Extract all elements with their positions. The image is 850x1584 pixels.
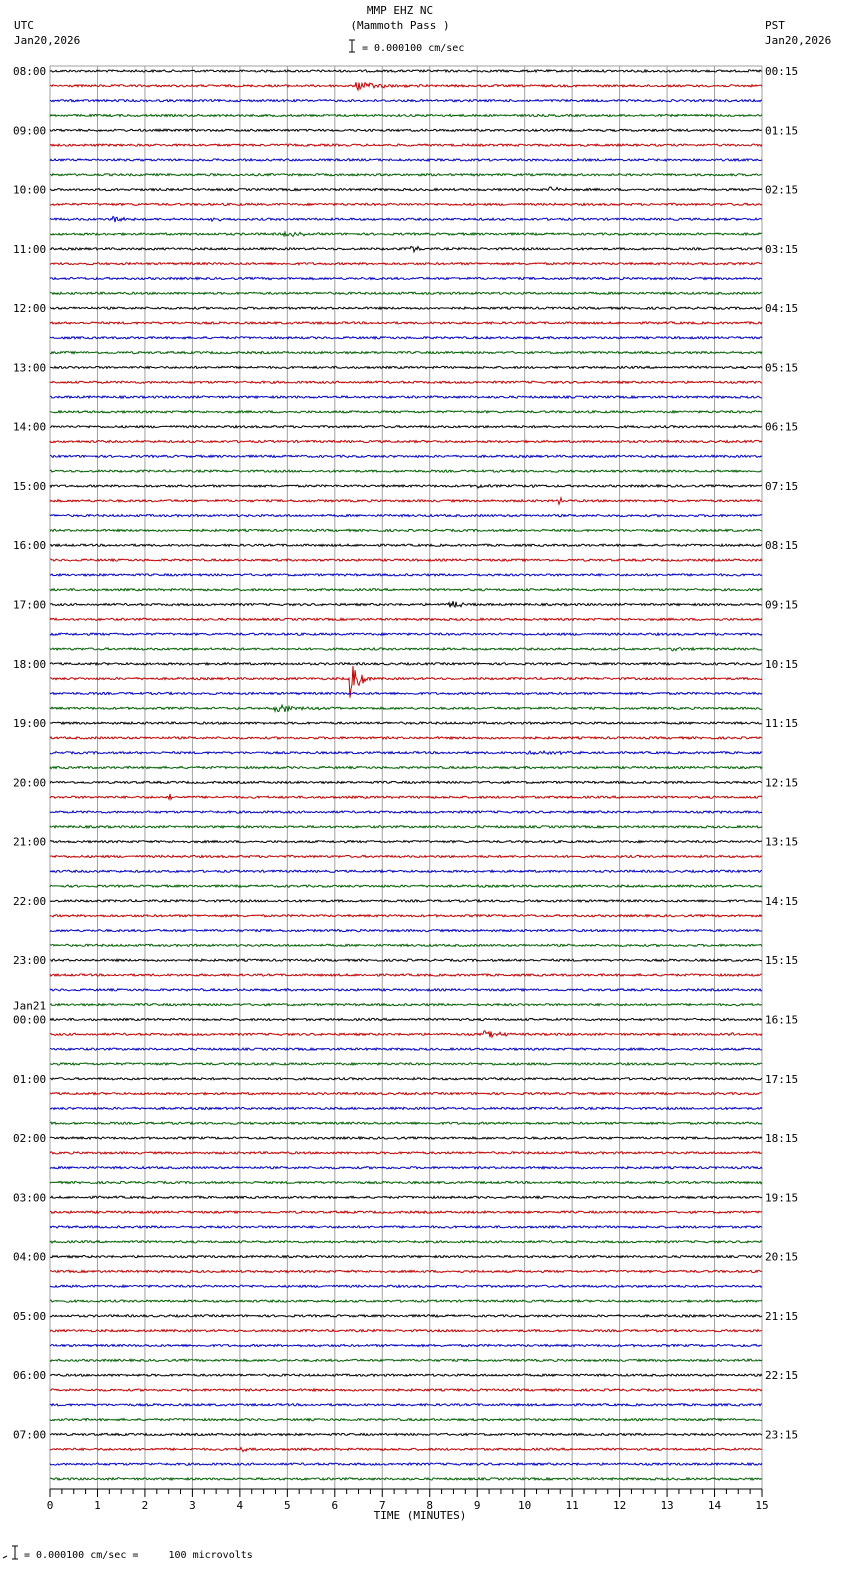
trace-37 <box>50 618 762 620</box>
trace-55 <box>50 885 762 887</box>
trace-63 <box>50 1004 762 1006</box>
x-tick-label: 7 <box>378 1499 386 1512</box>
pst-hour-label: 15:15 <box>765 954 799 968</box>
trace-49 <box>50 794 762 799</box>
trace-4 <box>50 129 762 131</box>
trace-80 <box>50 1256 762 1258</box>
pst-hour-label: 06:15 <box>765 420 799 434</box>
x-tick-label: 0 <box>46 1499 54 1512</box>
trace-19 <box>50 352 762 354</box>
x-tick-label: 14 <box>707 1499 722 1512</box>
scale-label: = 0.000100 cm/sec <box>362 43 465 54</box>
date-change-label: Jan21 <box>13 999 47 1013</box>
utc-hour-label: 09:00 <box>13 124 47 138</box>
trace-81 <box>50 1270 762 1272</box>
x-tick-label: 13 <box>660 1499 674 1512</box>
trace-77 <box>50 1211 762 1213</box>
trace-38 <box>50 633 762 635</box>
trace-11 <box>50 232 762 236</box>
station-name-title: (Mammoth Pass ) <box>350 19 450 32</box>
utc-hour-label: 19:00 <box>13 717 47 731</box>
pst-hour-label: 07:15 <box>765 479 799 493</box>
trace-48 <box>50 781 762 783</box>
trace-59 <box>50 944 762 946</box>
pst-hour-label: 19:15 <box>765 1191 799 1205</box>
trace-0 <box>50 70 762 72</box>
trace-74 <box>50 1167 762 1169</box>
trace-88 <box>50 1374 762 1376</box>
utc-hour-label: 05:00 <box>13 1309 47 1323</box>
pst-hour-label: 00:15 <box>765 65 799 78</box>
trace-86 <box>50 1344 762 1346</box>
utc-hour-label: 06:00 <box>13 1369 47 1383</box>
trace-10 <box>50 217 762 223</box>
trace-21 <box>50 381 762 383</box>
trace-12 <box>50 247 762 252</box>
trace-26 <box>50 455 762 457</box>
trace-47 <box>50 766 762 768</box>
pst-hour-label: 03:15 <box>765 242 799 256</box>
pst-hour-label: 05:15 <box>765 361 799 375</box>
trace-43 <box>50 705 762 712</box>
trace-36 <box>50 601 762 607</box>
trace-27 <box>50 470 762 472</box>
pst-hour-label: 13:15 <box>765 835 799 849</box>
utc-hour-label: 23:00 <box>13 954 47 968</box>
trace-7 <box>50 174 762 176</box>
pst-hour-label: 09:15 <box>765 598 799 612</box>
trace-51 <box>50 826 762 828</box>
pst-hour-label: 18:15 <box>765 1132 799 1146</box>
pst-hour-label: 16:15 <box>765 1013 799 1027</box>
x-tick-label: 2 <box>141 1499 149 1512</box>
pst-hour-label: 22:15 <box>765 1369 799 1383</box>
trace-79 <box>50 1241 762 1243</box>
trace-3 <box>50 114 762 116</box>
trace-32 <box>50 544 762 546</box>
utc-hour-label: 15:00 <box>13 479 47 493</box>
x-tick-label: 1 <box>94 1499 101 1512</box>
x-tick-label: 15 <box>755 1499 769 1512</box>
pst-hour-label: 11:15 <box>765 717 799 731</box>
trace-62 <box>50 989 762 991</box>
trace-28 <box>50 485 762 488</box>
trace-9 <box>50 203 762 205</box>
utc-hour-label: 16:00 <box>13 539 47 553</box>
utc-hour-label: 14:00 <box>13 420 47 434</box>
utc-hour-label: 11:00 <box>13 242 47 256</box>
x-tick-label: 5 <box>284 1499 291 1512</box>
trace-61 <box>50 974 762 976</box>
trace-44 <box>50 722 762 724</box>
trace-14 <box>50 277 762 279</box>
x-axis-title: TIME (MINUTES) <box>373 1509 467 1522</box>
utc-hour-label: 07:00 <box>13 1428 47 1442</box>
trace-46 <box>50 751 762 754</box>
x-tick-label: 4 <box>236 1499 244 1512</box>
trace-90 <box>50 1404 762 1406</box>
utc-hour-label: 20:00 <box>13 776 47 790</box>
trace-39 <box>50 648 762 651</box>
left-date: Jan20,2026 <box>14 34 81 47</box>
trace-35 <box>50 589 762 591</box>
trace-70 <box>50 1107 762 1109</box>
x-tick-label: 11 <box>565 1499 579 1512</box>
utc-hour-label: 18:00 <box>13 657 47 671</box>
x-tick-label: 3 <box>189 1499 196 1512</box>
trace-93 <box>50 1448 762 1452</box>
x-tick-label: 6 <box>331 1499 339 1512</box>
pst-hour-label: 21:15 <box>765 1309 799 1323</box>
utc-hour-label: 13:00 <box>13 361 47 375</box>
station-code-title: MMP EHZ NC <box>366 4 434 17</box>
trace-22 <box>50 396 762 398</box>
utc-hour-label: 04:00 <box>13 1250 47 1264</box>
trace-65 <box>50 1031 762 1038</box>
trace-30 <box>50 515 762 517</box>
trace-73 <box>50 1152 762 1154</box>
trace-8 <box>50 187 762 191</box>
utc-hour-label: 03:00 <box>13 1191 47 1205</box>
trace-13 <box>50 263 762 265</box>
trace-64 <box>50 1018 762 1020</box>
trace-91 <box>50 1419 762 1421</box>
trace-72 <box>50 1137 762 1139</box>
trace-25 <box>50 440 762 442</box>
pst-hour-label: 20:15 <box>765 1250 799 1264</box>
trace-67 <box>50 1063 762 1065</box>
trace-94 <box>50 1463 762 1465</box>
trace-71 <box>50 1122 762 1124</box>
pst-hour-label: 04:15 <box>765 302 799 316</box>
trace-68 <box>50 1078 762 1080</box>
trace-84 <box>50 1315 762 1317</box>
trace-6 <box>50 159 762 161</box>
trace-53 <box>50 855 762 857</box>
utc-hour-label: 08:00 <box>13 65 47 78</box>
trace-52 <box>50 841 762 843</box>
trace-29 <box>50 498 762 505</box>
trace-5 <box>50 144 762 146</box>
right-date: Jan20,2026 <box>765 34 832 47</box>
utc-hour-label: 22:00 <box>13 894 47 908</box>
trace-1 <box>50 82 762 90</box>
trace-15 <box>50 292 762 294</box>
pst-hour-label: 10:15 <box>765 657 799 671</box>
trace-58 <box>50 930 762 932</box>
trace-40 <box>50 663 762 665</box>
trace-69 <box>50 1093 762 1095</box>
utc-hour-label: 21:00 <box>13 835 47 849</box>
x-tick-label: 8 <box>426 1499 434 1512</box>
trace-54 <box>50 870 762 872</box>
trace-87 <box>50 1359 762 1361</box>
x-tick-label: 9 <box>473 1499 481 1512</box>
trace-24 <box>50 426 762 428</box>
trace-45 <box>50 737 762 739</box>
utc-hour-label: 10:00 <box>13 183 47 197</box>
trace-89 <box>50 1389 762 1391</box>
x-tick-label: 12 <box>612 1499 627 1512</box>
trace-76 <box>50 1196 762 1198</box>
trace-18 <box>50 337 762 339</box>
trace-2 <box>50 100 762 102</box>
left-timezone: UTC <box>14 19 34 32</box>
trace-23 <box>50 411 762 413</box>
pst-hour-label: 17:15 <box>765 1072 799 1086</box>
footer-scale-text: = 0.000100 cm/sec = 100 microvolts <box>24 1550 253 1561</box>
trace-17 <box>50 322 762 324</box>
trace-60 <box>50 959 762 961</box>
trace-78 <box>50 1226 762 1228</box>
trace-42 <box>50 692 762 694</box>
utc-hour-label: 00:00 <box>13 1013 47 1027</box>
trace-33 <box>50 559 762 561</box>
utc-hour-label: 01:00 <box>13 1072 47 1086</box>
pst-hour-label: 02:15 <box>765 183 799 197</box>
trace-16 <box>50 307 762 309</box>
x-tick-label: 10 <box>518 1499 532 1512</box>
pst-hour-label: 08:15 <box>765 539 799 553</box>
trace-56 <box>50 900 762 902</box>
trace-50 <box>50 811 762 813</box>
trace-85 <box>50 1330 762 1332</box>
trace-92 <box>50 1433 762 1435</box>
pst-hour-label: 01:15 <box>765 124 799 138</box>
pst-hour-label: 23:15 <box>765 1428 799 1442</box>
utc-hour-label: 12:00 <box>13 302 47 316</box>
trace-34 <box>50 574 762 576</box>
trace-57 <box>50 915 762 917</box>
utc-hour-label: 17:00 <box>13 598 47 612</box>
trace-66 <box>50 1048 762 1050</box>
trace-31 <box>50 529 762 531</box>
trace-83 <box>50 1300 762 1302</box>
trace-20 <box>50 366 762 368</box>
pst-hour-label: 14:15 <box>765 894 799 908</box>
pst-hour-label: 12:15 <box>765 776 799 790</box>
trace-95 <box>50 1478 762 1480</box>
utc-hour-label: 02:00 <box>13 1132 47 1146</box>
trace-75 <box>50 1181 762 1183</box>
right-timezone: PST <box>765 19 785 32</box>
trace-82 <box>50 1285 762 1287</box>
